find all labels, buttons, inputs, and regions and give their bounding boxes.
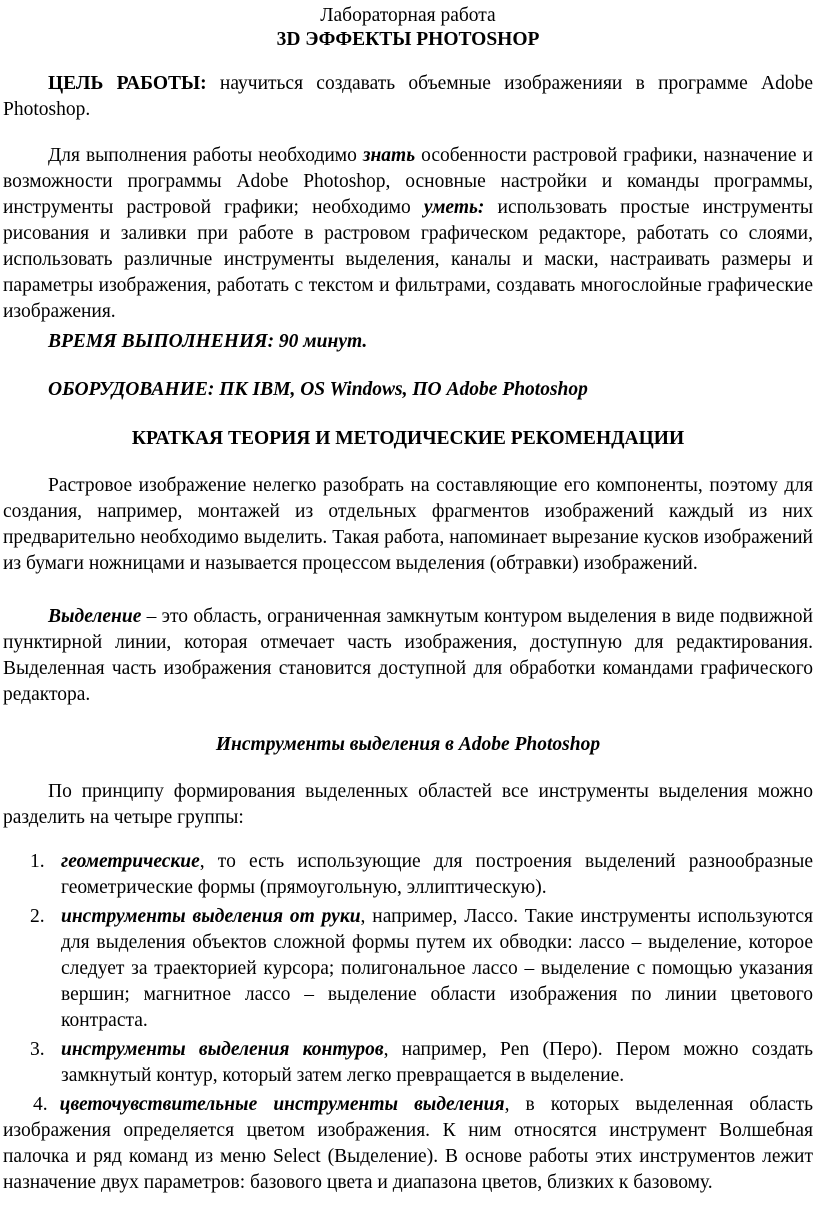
list-item-term: инструменты выделения контуров	[61, 1039, 384, 1060]
goal-text: научиться создавать объемные изображенияи в программе Adobe Photoshop.	[3, 73, 813, 120]
list-item-term: цветочувствительные инструменты выделения	[59, 1094, 505, 1115]
requirements-text-2: особенности растровой графики, назначение и возможности программы Adobe Photoshop, основные настройки и команды программы, инструменты растровой графики; необходимо	[3, 145, 813, 218]
requirements-text-1: Для выполнения работы необходимо	[48, 145, 363, 166]
list-item-number: 3.	[30, 1039, 45, 1060]
theory-paragraph: Растровое изображение нелегко разобрать на составляющие его компоненты, поэтому для создания, например, монтажей из отдельных фрагментов изображений каждый из них предварительно необходимо выделить. Такая работа, напоминает вырезание кусков изображений из бумаги ножницами и называется процессом выделения (обтравки) изображений.	[3, 475, 813, 574]
list-item-term: геометрические	[61, 851, 200, 872]
list-item	[3, 1037, 813, 1089]
requirements-text-3: использовать простые инструменты рисования и заливки при работе в растровом графическом редакторе, работать со слоями, использовать различные инструменты выделения, каналы и маски, настраивать размеры и параметры изображения, работать с текстом и фильтрами, создавать многослойные графические изображения.	[3, 197, 813, 322]
list-item	[3, 849, 813, 901]
list-item-text: , то есть использующие для построения выделений разнообразные геометрические формы (прямоугольную, эллиптическую).	[61, 851, 813, 898]
goal-paragraph	[3, 71, 813, 123]
tools-list	[3, 849, 813, 1196]
tools-heading: Инструменты выделения в Adobe Photoshop	[215, 734, 601, 755]
requirements-can: уметь:	[423, 197, 485, 218]
list-item-text: , например, Pen (Перо). Пером можно создать замкнутый контур, который затем легко превращается в выделение.	[61, 1039, 813, 1086]
list-item-term: инструменты выделения от руки	[61, 906, 361, 927]
selection-paragraph	[3, 604, 813, 708]
list-item-number: 1.	[30, 851, 45, 872]
equipment-line: ОБОРУДОВАНИЕ: ПК IBM, OS Windows, ПО Adobe Photoshop	[48, 379, 588, 400]
requirements-know: знать	[362, 145, 416, 166]
goal-label: ЦЕЛЬ РАБОТЫ:	[48, 73, 207, 94]
requirements-paragraph	[3, 143, 813, 325]
list-item	[3, 904, 813, 1034]
list-item-number: 2.	[30, 906, 45, 927]
list-item	[3, 1092, 813, 1196]
document-title: 3D ЭФФЕКТЫ PHOTOSHOP	[276, 29, 540, 50]
selection-term: Выделение	[48, 606, 142, 627]
list-item-text: , в которых выделенная область изображения определяется цветом изображения. К ним относятся инструмент Волшебная палочка и ряд команд из меню Select (Выделение). В основе работы этих инструментов лежит назначение двух параметров: базового цвета и диапазона цветов, близких к базовому.	[3, 1094, 813, 1193]
time-line: ВРЕМЯ ВЫПОЛНЕНИЯ: 90 минут.	[48, 331, 368, 352]
list-item-text: , например, Лассо. Такие инструменты используются для выделения объектов сложной формы путем их обводки: лассо – выделение, которое следует за траекторией курсора; полигональное лассо – выделение с помощью указания вершин; магнитное лассо – выделение области изображения по линии цветового контраста.	[61, 906, 813, 1031]
tools-intro-paragraph: По принципу формирования выделенных областей все инструменты выделения можно разделить на четыре группы:	[3, 781, 813, 828]
list-item-number: 4.	[33, 1094, 48, 1115]
document-subtitle: Лабораторная работа	[320, 5, 496, 26]
selection-text: – это область, ограниченная замкнутым контуром выделения в виде подвижной пунктирной линии, которая отмечает часть изображения, доступную для редактирования. Выделенная часть изображения становится доступной для обработки командами графического редактора.	[3, 606, 813, 705]
theory-heading: КРАТКАЯ ТЕОРИЯ И МЕТОДИЧЕСКИЕ РЕКОМЕНДАЦИИ	[131, 428, 685, 449]
